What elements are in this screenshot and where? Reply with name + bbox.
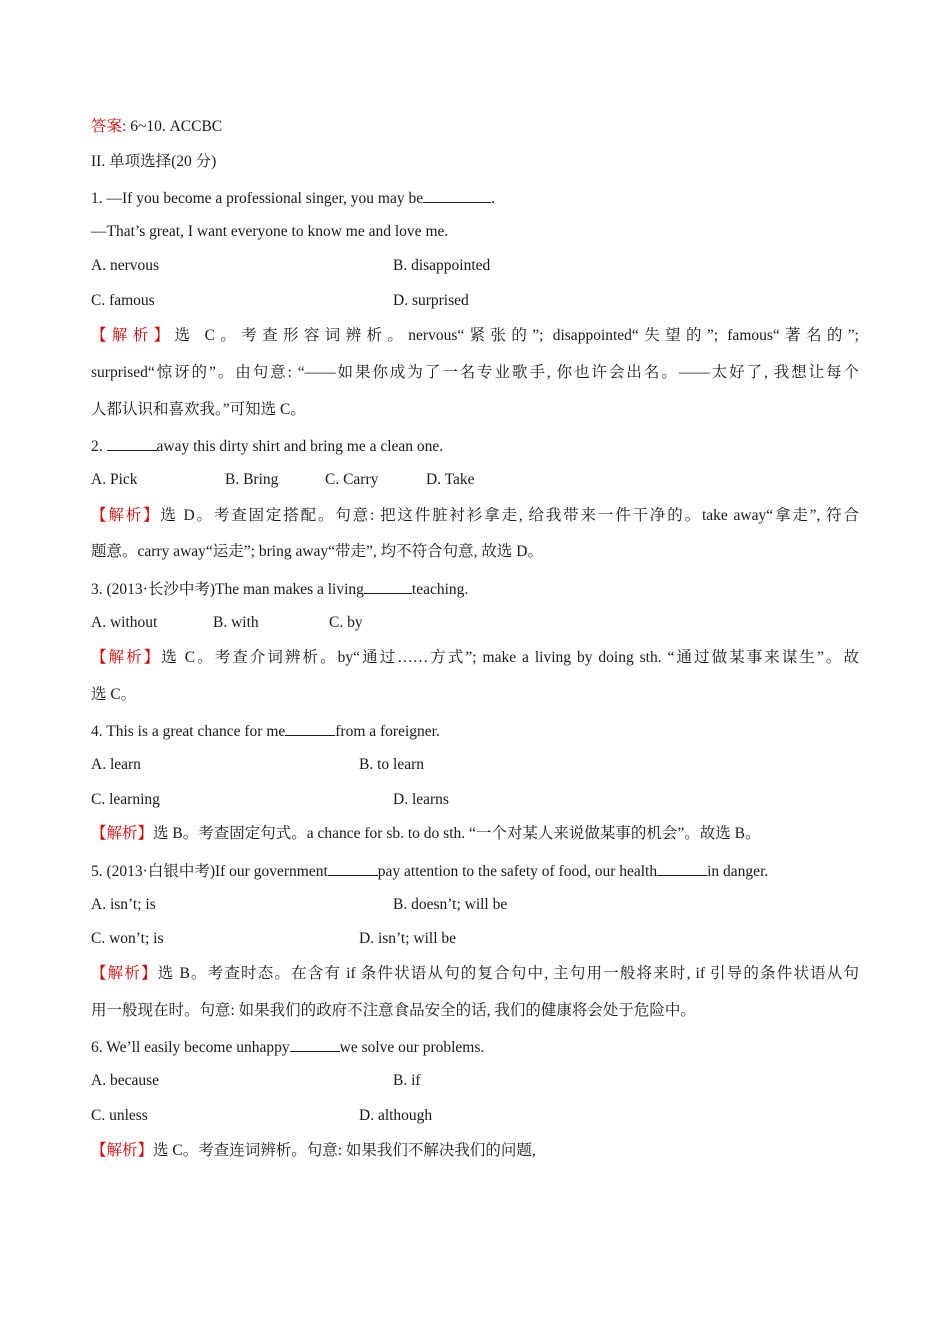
- option-b: B. if: [393, 1072, 421, 1089]
- option-a: A. without: [91, 614, 158, 631]
- option-a: A. Pick: [91, 471, 138, 488]
- question-6-stem: 6. We’ll easily become unhappy we solve our problems.: [91, 1036, 484, 1058]
- option-d: D. Take: [426, 471, 475, 488]
- question-4-stem: 4. This is a great chance for me from a foreigner.: [91, 720, 440, 742]
- option-c: C. learning: [91, 791, 160, 808]
- question-1-options-cd: [91, 291, 871, 311]
- analysis-tag: 【解析】: [91, 1142, 154, 1159]
- option-d: D. learns: [393, 791, 449, 808]
- answer-blank: [107, 435, 157, 451]
- question-1-explanation-1: 【解析】选 C。考查形容词辨析。nervous“紧张的”; disappointed“失望的”; famous“著名的”;: [91, 327, 859, 344]
- option-b: B. to learn: [359, 756, 424, 773]
- answer-blank: [423, 187, 491, 203]
- answer-blank: [290, 1036, 340, 1052]
- question-5-explanation-1: 【解析】选 B。考查时态。在含有 if 条件状语从句的复合句中, 主句用一般将来时, if 引导的条件状语从句: [91, 965, 859, 982]
- question-1-options-ab: [91, 256, 871, 276]
- question-1-explanation-3: 人都认识和喜欢我。”可知选 C。: [91, 401, 306, 418]
- option-a: A. nervous: [91, 257, 160, 274]
- option-c: C. Carry: [325, 471, 379, 488]
- option-c: C. unless: [91, 1107, 148, 1124]
- option-c: C. won’t; is: [91, 930, 164, 947]
- option-d: D. surprised: [393, 292, 469, 309]
- question-2-explanation-2: 题意。carry away“运走”; bring away“带走”, 均不符合句意, 故选 D。: [91, 543, 543, 560]
- question-1-reply: —That’s great, I want everyone to know me and love me.: [91, 223, 449, 240]
- answer-blank: [328, 860, 378, 876]
- question-5-options-ab: [91, 895, 871, 915]
- option-a: A. isn’t; is: [91, 896, 156, 913]
- question-6-options-ab: [91, 1071, 871, 1091]
- question-2-stem: 2. away this dirty shirt and bring me a clean one.: [91, 435, 443, 457]
- analysis-tag: 【解析】: [91, 327, 175, 344]
- option-a: A. learn: [91, 756, 141, 773]
- option-d: D. although: [359, 1107, 433, 1124]
- question-4-options-cd: [91, 790, 871, 810]
- question-3-options: [91, 613, 871, 633]
- question-5-stem: 5. (2013·白银中考)If our government pay attention to the safety of food, our health in danger.: [91, 860, 768, 882]
- question-5-options-cd: [91, 929, 871, 949]
- question-2-options: [91, 470, 871, 490]
- question-1-stem: 1. —If you become a professional singer, you may be .: [91, 187, 495, 209]
- analysis-tag: 【解析】: [91, 825, 154, 842]
- option-b: B. disappointed: [393, 257, 491, 274]
- section-title: II. 单项选择(20 分): [91, 153, 217, 170]
- analysis-tag: 【解析】: [91, 649, 162, 666]
- question-2-explanation-1: 【解析】选 D。考查固定搭配。句意: 把这件脏衬衫拿走, 给我带来一件干净的。take away“拿走”, 符合: [91, 507, 859, 524]
- question-3-explanation-1: 【解析】选 C。考查介词辨析。by“通过……方式”; make a living by doing sth. “通过做某事来谋生”。故: [91, 649, 859, 666]
- option-a: A. because: [91, 1072, 159, 1089]
- question-3-stem: 3. (2013·长沙中考)The man makes a living teaching.: [91, 578, 468, 600]
- question-6-options-cd: [91, 1106, 871, 1126]
- answer-blank: [285, 720, 335, 736]
- question-5-explanation-2: 用一般现在时。句意: 如果我们的政府不注意食品安全的话, 我们的健康将会处于危险中。: [91, 1002, 696, 1019]
- option-b: B. Bring: [225, 471, 279, 488]
- question-4-explanation-1: 【解析】选 B。考查固定句式。a chance for sb. to do sth. “一个对某人来说做某事的机会”。故选 B。: [91, 825, 761, 842]
- answer-blank: [364, 578, 412, 594]
- answer-value: 6~10. ACCBC: [126, 118, 223, 135]
- answer-blank: [657, 860, 707, 876]
- option-d: D. isn’t; will be: [359, 930, 457, 947]
- answer-line: [91, 117, 222, 137]
- question-4-options-ab: [91, 755, 871, 775]
- analysis-tag: 【解析】: [91, 965, 158, 982]
- analysis-tag: 【解析】: [91, 507, 161, 524]
- option-c: C. by: [329, 614, 363, 631]
- question-1-explanation-2: surprised“惊讶的”。由句意: “——如果你成为了一名专业歌手, 你也许会出名。——太好了, 我想让每个: [91, 364, 859, 381]
- option-c: C. famous: [91, 292, 155, 309]
- option-b: B. with: [213, 614, 259, 631]
- question-6-explanation-1: 【解析】选 C。考查连词辨析。句意: 如果我们不解决我们的问题,: [91, 1142, 536, 1159]
- option-b: B. doesn’t; will be: [393, 896, 508, 913]
- question-3-explanation-2: 选 C。: [91, 686, 137, 703]
- answer-label: 答案:: [91, 118, 127, 135]
